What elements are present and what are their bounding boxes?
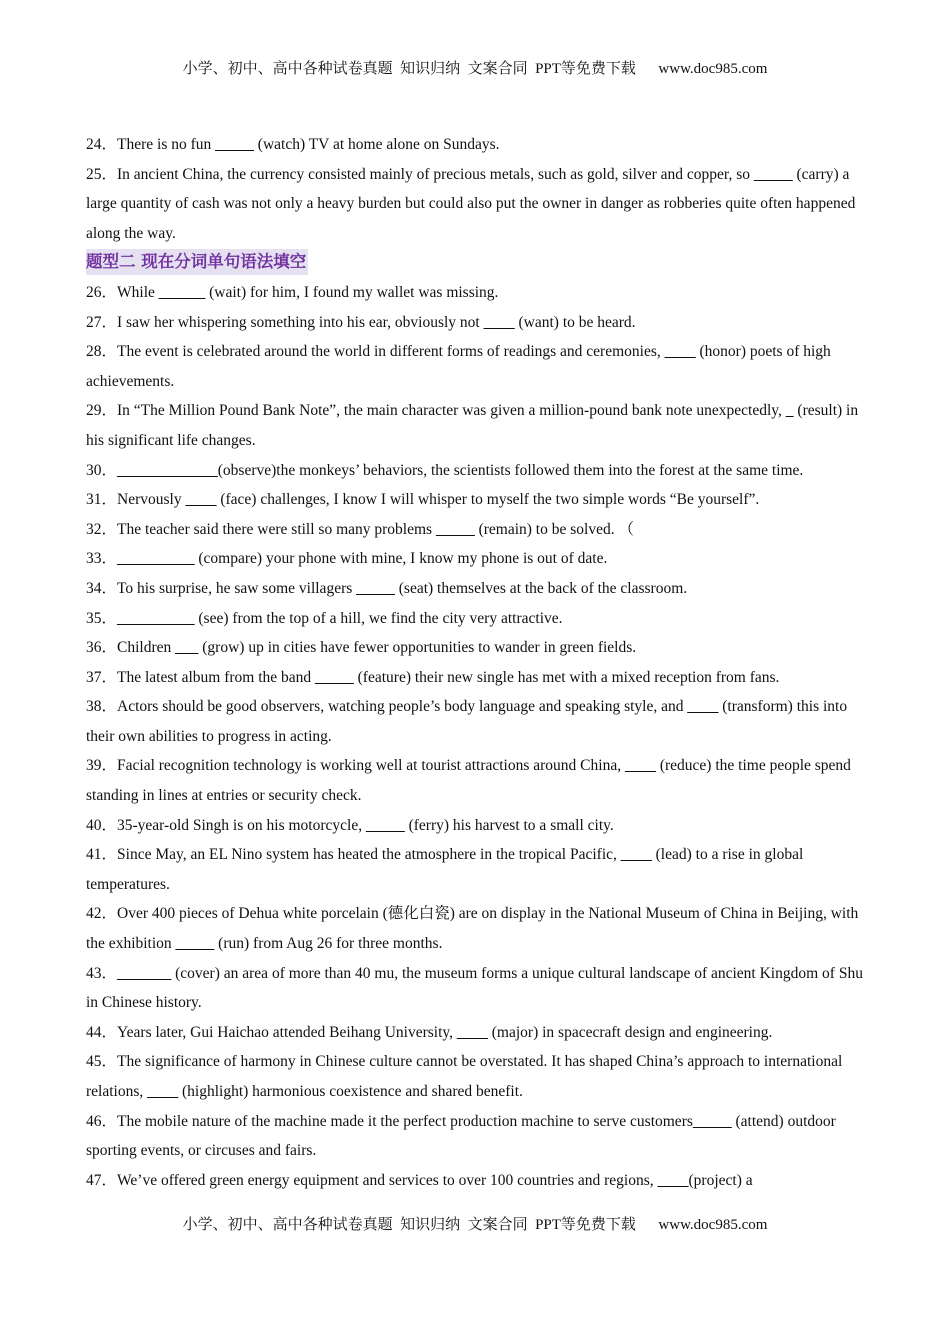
- answer-blank: ____: [657, 1171, 689, 1189]
- answer-blank: ____: [687, 698, 719, 716]
- question-item: [86, 278, 866, 308]
- question-text: (ferry) his harvest to a small city.: [404, 816, 614, 834]
- question-number: 37．: [86, 668, 118, 686]
- question-item: [86, 692, 866, 751]
- question-text: Over 400 pieces of Dehua white porcelain (德化白瓷) are on display in the National Museum of China in Beijing, with the exhibition: [86, 905, 859, 953]
- question-number: 31．: [86, 491, 118, 509]
- question-text: (observe)the monkeys’ behaviors, the scientists followed them into the forest at the same time.: [217, 461, 804, 479]
- question-number: 45．: [86, 1053, 118, 1071]
- answer-blank: ____: [185, 491, 217, 509]
- question-item: [86, 574, 866, 604]
- answer-blank: _____: [315, 668, 354, 686]
- answer-blank: ___: [175, 639, 199, 657]
- question-text: Nervously: [117, 491, 186, 509]
- question-item: [86, 959, 866, 1018]
- question-text: (see) from the top of a hill, we find the city very attractive.: [194, 609, 563, 627]
- question-number: 33．: [86, 550, 118, 568]
- question-number: 40．: [86, 816, 118, 834]
- question-number: 25．: [86, 165, 118, 183]
- question-text: The mobile nature of the machine made it the perfect production machine to serve customers: [117, 1112, 693, 1130]
- question-number: 34．: [86, 579, 118, 597]
- question-text: Since May, an EL Nino system has heated the atmosphere in the tropical Pacific,: [117, 846, 621, 864]
- question-text: In “The Million Pound Bank Note”, the main character was given a million-pound bank note unexpectedly,: [117, 402, 786, 420]
- question-text: There is no fun: [117, 136, 216, 153]
- question-number: 47．: [86, 1171, 118, 1189]
- question-item: [86, 1018, 866, 1048]
- question-item: [86, 811, 866, 841]
- answer-blank: _______: [117, 964, 172, 982]
- question-text: The event is celebrated around the world in different forms of readings and ceremonies,: [117, 343, 665, 361]
- exercise-content: [86, 130, 866, 1195]
- question-text: (remain) to be solved. （: [474, 520, 634, 538]
- question-number: 44．: [86, 1023, 118, 1041]
- question-number: 42．: [86, 905, 118, 923]
- page-footer: 小学、初中、高中各种试卷真题 知识归纳 文案合同 PPT等免费下载 www.doc985.com: [182, 1217, 768, 1233]
- question-text: To his surprise, he saw some villagers: [117, 579, 357, 597]
- question-item: [86, 840, 866, 899]
- question-item: [86, 751, 866, 810]
- question-text: Facial recognition technology is working well at tourist attractions around China,: [117, 757, 625, 775]
- answer-blank: __________: [117, 550, 195, 568]
- question-text: 35-year-old Singh is on his motorcycle,: [117, 816, 366, 834]
- question-text: The teacher said there were still so many problems: [117, 520, 436, 538]
- question-text: (seat) themselves at the back of the classroom.: [394, 579, 688, 597]
- question-number: 38．: [86, 698, 118, 716]
- question-text: (lead) to a rise in global temperatures.: [86, 846, 804, 893]
- question-item: [86, 1107, 866, 1166]
- answer-blank: ____: [664, 343, 696, 361]
- answer-blank: _: [785, 402, 794, 420]
- question-number: 28．: [86, 343, 118, 361]
- question-item: [86, 396, 866, 455]
- question-number: 35．: [86, 609, 118, 627]
- question-item: [86, 633, 866, 663]
- question-item: [86, 308, 866, 338]
- question-text: Children: [117, 639, 176, 657]
- question-text: (result) in his significant life changes.: [86, 402, 859, 449]
- question-number: 43．: [86, 964, 118, 982]
- question-text: The latest album from the band: [117, 668, 316, 686]
- answer-blank: __________: [117, 609, 195, 627]
- answer-blank: ____: [620, 846, 652, 864]
- question-item: [86, 1047, 866, 1106]
- question-text: In ancient China, the currency consisted mainly of precious metals, such as gold, silver and copper, so: [117, 165, 754, 183]
- answer-blank: _____: [692, 1112, 732, 1130]
- question-number: 36．: [86, 639, 118, 657]
- question-text: (wait) for him, I found my wallet was missing.: [205, 283, 499, 301]
- answer-blank: _____________: [117, 461, 218, 479]
- question-text: (reduce) the time people spend standing in lines at entries or security check.: [86, 757, 851, 805]
- question-number: 24．: [86, 136, 118, 153]
- question-text: (face) challenges, I know I will whisper to myself the two simple words “Be yourself”.: [216, 491, 760, 509]
- question-text: Years later, Gui Haichao attended Beihang University,: [117, 1023, 457, 1041]
- answer-blank: _____: [365, 816, 405, 834]
- question-number: 46．: [86, 1112, 118, 1130]
- question-item: [86, 899, 866, 958]
- question-item: [86, 130, 866, 160]
- answer-blank: _____: [215, 136, 254, 153]
- question-number: 27．: [86, 313, 118, 331]
- question-item: [86, 663, 866, 693]
- question-number: 30．: [86, 461, 118, 479]
- question-text: (grow) up in cities have fewer opportunities to wander in green fields.: [198, 639, 637, 657]
- question-item: [86, 485, 866, 515]
- question-text: Actors should be good observers, watching people’s body language and speaking style, and: [117, 698, 688, 716]
- answer-blank: _____: [356, 579, 395, 597]
- question-item: [86, 456, 866, 486]
- question-text: (attend) outdoor sporting events, or circuses and fairs.: [86, 1112, 836, 1160]
- question-text: (watch) TV at home alone on Sundays.: [253, 136, 500, 153]
- answer-blank: _____: [175, 935, 215, 953]
- question-text: (transform) this into their own abilities to progress in acting.: [86, 698, 848, 745]
- question-number: 29．: [86, 402, 118, 420]
- question-number: 39．: [86, 757, 118, 775]
- answer-blank: ____: [624, 757, 656, 775]
- question-text: While: [117, 283, 159, 301]
- question-number: 32．: [86, 520, 118, 538]
- answer-blank: _____: [753, 165, 793, 183]
- question-item: [86, 337, 866, 396]
- page-header: 小学、初中、高中各种试卷真题 知识归纳 文案合同 PPT等免费下载 www.doc985.com: [182, 61, 768, 77]
- question-number: 26．: [86, 283, 118, 301]
- question-text: (project) a: [688, 1171, 753, 1189]
- question-text: (want) to be heard.: [514, 313, 636, 331]
- question-text: We’ve offered green energy equipment and services to over 100 countries and regions,: [117, 1171, 658, 1189]
- answer-blank: ______: [158, 283, 206, 301]
- question-text: (major) in spacecraft design and engineering.: [487, 1023, 773, 1041]
- question-text: The significance of harmony in Chinese culture cannot be overstated. It has shaped China’s approach to international relations,: [86, 1053, 843, 1100]
- answer-blank: ____: [483, 313, 515, 331]
- question-item: [86, 544, 866, 574]
- question-text: (cover) an area of more than 40 mu, the museum forms a unique cultural landscape of ancient Kingdom of Shu in Chinese history.: [86, 964, 863, 1012]
- question-item: [86, 160, 866, 249]
- question-group-2: [86, 278, 866, 1195]
- question-text: (carry) a large quantity of cash was not only a heavy burden but could also put the owner in danger as robberies quite often happened along the way.: [86, 165, 856, 242]
- question-text: (honor) poets of high achievements.: [86, 343, 831, 390]
- question-text: (feature) their new single has met with a mixed reception from fans.: [353, 668, 780, 686]
- question-text: (run) from Aug 26 for three months.: [214, 935, 443, 953]
- question-item: [86, 1166, 866, 1196]
- question-number: 41．: [86, 846, 118, 864]
- question-text: (highlight) harmonious coexistence and shared benefit.: [178, 1083, 523, 1100]
- question-text: I saw her whispering something into his ear, obviously not: [117, 313, 484, 331]
- question-group-1: [86, 130, 866, 248]
- question-text: (compare) your phone with mine, I know my phone is out of date.: [194, 550, 608, 568]
- question-item: [86, 515, 866, 545]
- question-item: [86, 604, 866, 634]
- answer-blank: ____: [456, 1023, 488, 1041]
- section-title: 题型二 现在分词单句语法填空: [86, 249, 308, 275]
- answer-blank: _____: [435, 520, 475, 538]
- answer-blank: ____: [147, 1083, 179, 1100]
